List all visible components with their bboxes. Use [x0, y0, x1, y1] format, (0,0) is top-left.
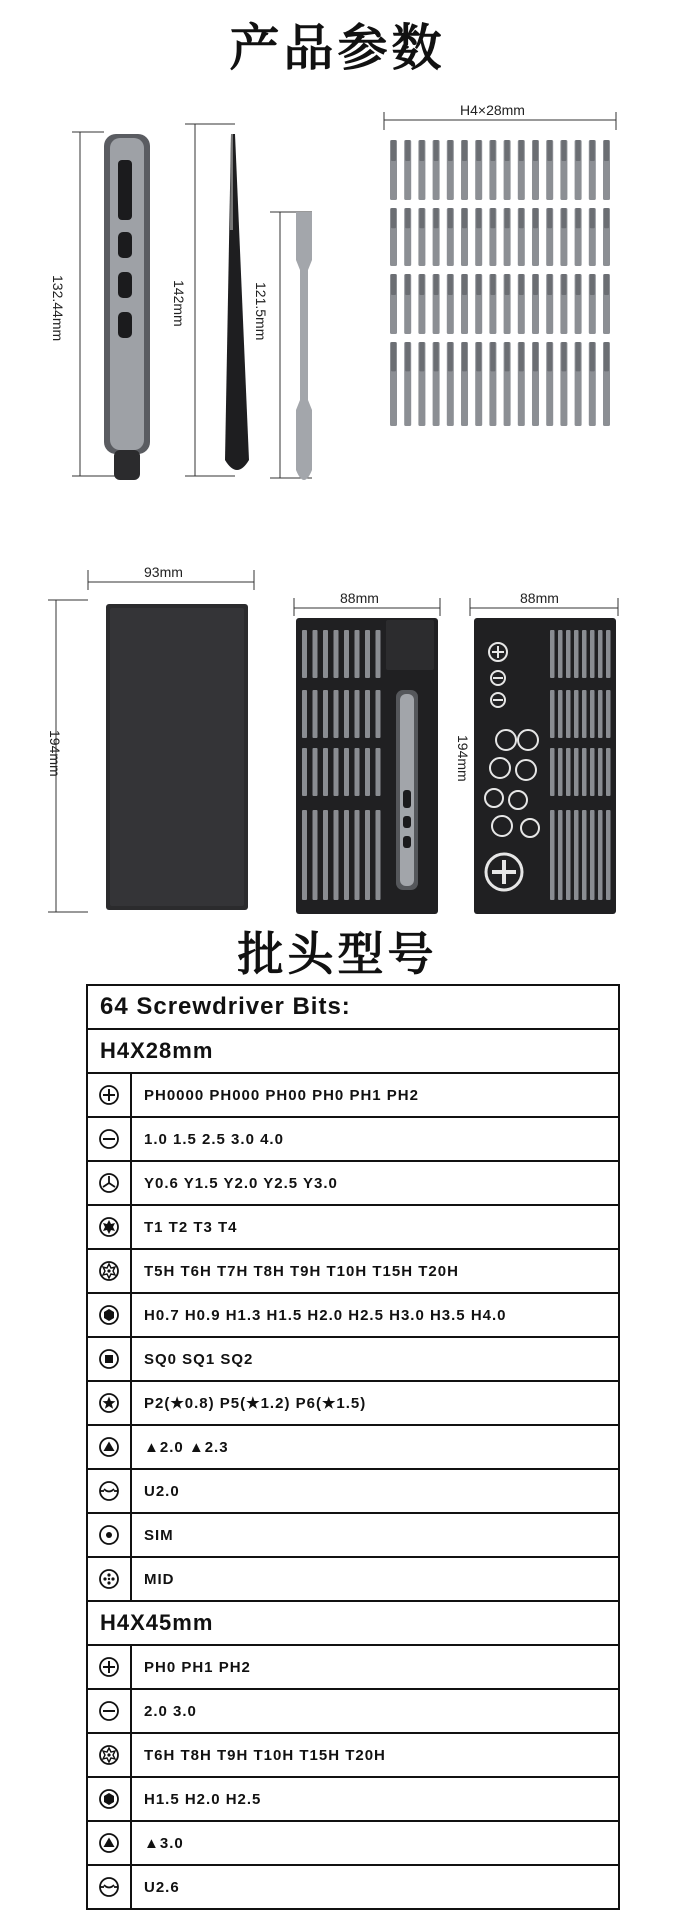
bit-sizes-text: PH0000 PH000 PH00 PH0 PH1 PH2	[144, 1086, 419, 1104]
bit-sizes-text: 1.0 1.5 2.5 3.0 4.0	[144, 1130, 284, 1148]
tweezer-height-label: 142mm	[171, 280, 187, 327]
bit-sizes-text: U2.0	[144, 1482, 180, 1500]
bit-table-row	[88, 1690, 618, 1734]
bits-table	[86, 984, 620, 1910]
bit-table-row	[88, 1646, 618, 1690]
page-title: 产品参数	[229, 19, 446, 77]
triangle-icon	[88, 1822, 132, 1864]
bit-sizes-text: SQ0 SQ1 SQ2	[144, 1350, 254, 1368]
square-icon	[88, 1338, 132, 1380]
bit-sizes-text: MID	[144, 1570, 175, 1588]
bit-table-row	[88, 1558, 618, 1602]
bit-table-row	[88, 1338, 618, 1382]
bit-table-row	[88, 1470, 618, 1514]
bit-sizes-text: SIM	[144, 1526, 174, 1544]
bit-table-row	[88, 1778, 618, 1822]
bit-table-row	[88, 1118, 618, 1162]
bit-table-row	[88, 1250, 618, 1294]
bit-table-row	[88, 1822, 618, 1866]
bit-sizes-text: Y0.6 Y1.5 Y2.0 Y2.5 Y3.0	[144, 1174, 338, 1192]
bit-sizes-text: P2(★0.8) P5(★1.2) P6(★1.5)	[144, 1395, 367, 1412]
bit-table-row	[88, 1426, 618, 1470]
bit-sizes-text: U2.6	[144, 1878, 180, 1896]
torx-icon	[88, 1206, 132, 1248]
bits-array-illustration	[380, 110, 620, 480]
phillips-icon	[88, 1646, 132, 1688]
phillips-icon	[88, 1074, 132, 1116]
torx-security-icon	[88, 1250, 132, 1292]
slotted-icon	[88, 1690, 132, 1732]
bit-table-row	[88, 1074, 618, 1118]
driver-height-label: 132.44mm	[50, 275, 66, 342]
tweezers-illustration	[175, 120, 265, 490]
bit-sizes-text: ▲3.0	[144, 1834, 184, 1852]
hex-icon	[88, 1294, 132, 1336]
bit-sizes-text: H0.7 H0.9 H1.3 H1.5 H2.0 H2.5 H3.0 H3.5 H4.0	[144, 1306, 507, 1324]
bit-sizes-text: H1.5 H2.0 H2.5	[144, 1790, 262, 1808]
mid-icon	[88, 1558, 132, 1600]
open-width-2-label: 88mm	[520, 590, 559, 606]
bit-group-heading: H4X28mm	[88, 1030, 618, 1074]
bit-table-row	[88, 1162, 618, 1206]
bit-table-row	[88, 1382, 618, 1426]
bit-group-heading: H4X45mm	[88, 1602, 618, 1646]
bit-sizes-text: T1 T2 T3 T4	[144, 1218, 238, 1236]
u-type-icon	[88, 1470, 132, 1512]
bit-table-row	[88, 1294, 618, 1338]
open-case-bits-illustration	[292, 590, 442, 920]
bit-table-row	[88, 1514, 618, 1558]
hex-icon	[88, 1778, 132, 1820]
bit-sizes-text: ▲2.0 ▲2.3	[144, 1438, 229, 1456]
bit-table-row	[88, 1206, 618, 1250]
spudger-height-label: 121.5mm	[253, 282, 269, 341]
u-type-icon	[88, 1866, 132, 1908]
slotted-icon	[88, 1118, 132, 1160]
sim-icon	[88, 1514, 132, 1556]
bit-sizes-text: 2.0 3.0	[144, 1702, 197, 1720]
pentalobe-icon	[88, 1382, 132, 1424]
bit-size-label: H4×28mm	[460, 102, 525, 118]
bit-sizes-text: PH0 PH1 PH2	[144, 1658, 251, 1676]
tri-wing-icon	[88, 1162, 132, 1204]
spudger-illustration	[260, 200, 320, 500]
open-case-icons-illustration	[470, 590, 620, 920]
bit-table-row	[88, 1866, 618, 1910]
bit-sizes-text: T6H T8H T9H T10H T15H T20H	[144, 1746, 386, 1764]
screwdriver-illustration	[60, 120, 150, 490]
open-height-label: 194mm	[455, 735, 471, 782]
case-height-label: 194mm	[47, 730, 63, 777]
case-width-label: 93mm	[144, 564, 183, 580]
bit-sizes-text: T5H T6H T7H T8H T9H T10H T15H T20H	[144, 1262, 459, 1280]
closed-case-illustration	[48, 560, 268, 920]
triangle-icon	[88, 1426, 132, 1468]
bits-section-title: 批头型号	[237, 927, 438, 981]
table-header: 64 Screwdriver Bits:	[88, 986, 618, 1030]
torx-security-icon	[88, 1734, 132, 1776]
open-width-1-label: 88mm	[340, 590, 379, 606]
bit-table-row	[88, 1734, 618, 1778]
